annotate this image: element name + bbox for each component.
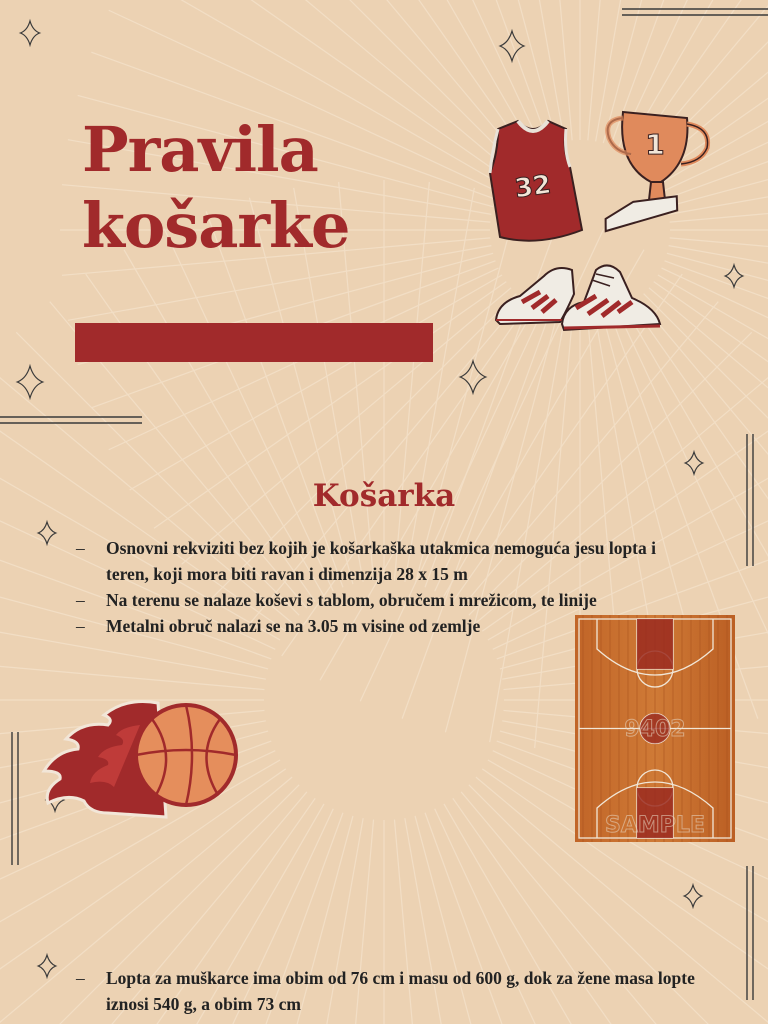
sparkle-icon [460,361,486,393]
bullet-text: Lopta za muškarce ima obim od 76 cm i masu od 600 g, dok za žene masa lopte iznosi 540 g, a obim 73 cm [106,968,695,1014]
section-heading: Košarka [312,478,456,514]
title-line-1: Pravila [82,113,318,186]
list-dash: – [76,590,85,610]
sparkle-icon [685,452,703,474]
bullet-text: Na terenu se nalaze koševi s tablom, obručem i mrežicom, te linije [106,590,597,610]
title-line-2: košarke [82,189,350,262]
flaming-basketball-icon [38,695,238,823]
trophy-icon [595,104,717,238]
sparkle-icon [725,265,743,287]
basketball-court-image [575,615,735,842]
list-item [76,587,696,613]
sparkle-icon [684,885,702,907]
list-item [76,535,696,587]
sparkle-icon [38,955,56,977]
sparkle-icon [38,522,56,544]
watermark-text: SAMPLE [605,813,705,838]
jersey-icon [478,115,588,245]
bullet-text: Metalni obruč nalazi se na 3.05 m visine od zemlje [106,616,481,636]
sneakers-icon [492,250,664,336]
jersey-number: 32 [512,169,553,205]
page-title [82,112,349,264]
sparkle-icon [500,31,524,61]
list-dash: – [76,616,85,636]
watermark-code: 9402 [624,717,686,742]
list-dash: – [76,538,85,558]
list-dash: – [76,968,85,988]
list-item [76,965,696,1017]
sparkle-icon [17,366,43,398]
sparkle-icon [20,21,39,45]
trophy-number: 1 [645,128,665,161]
title-underline-bar [75,323,433,362]
bullet-text: Osnovni rekviziti bez kojih je košarkaška utakmica nemoguća jesu lopta i teren, koji mora biti ravan i dimenzija 28 x 15 m [106,538,656,584]
bullet-list-bottom [76,965,696,1017]
